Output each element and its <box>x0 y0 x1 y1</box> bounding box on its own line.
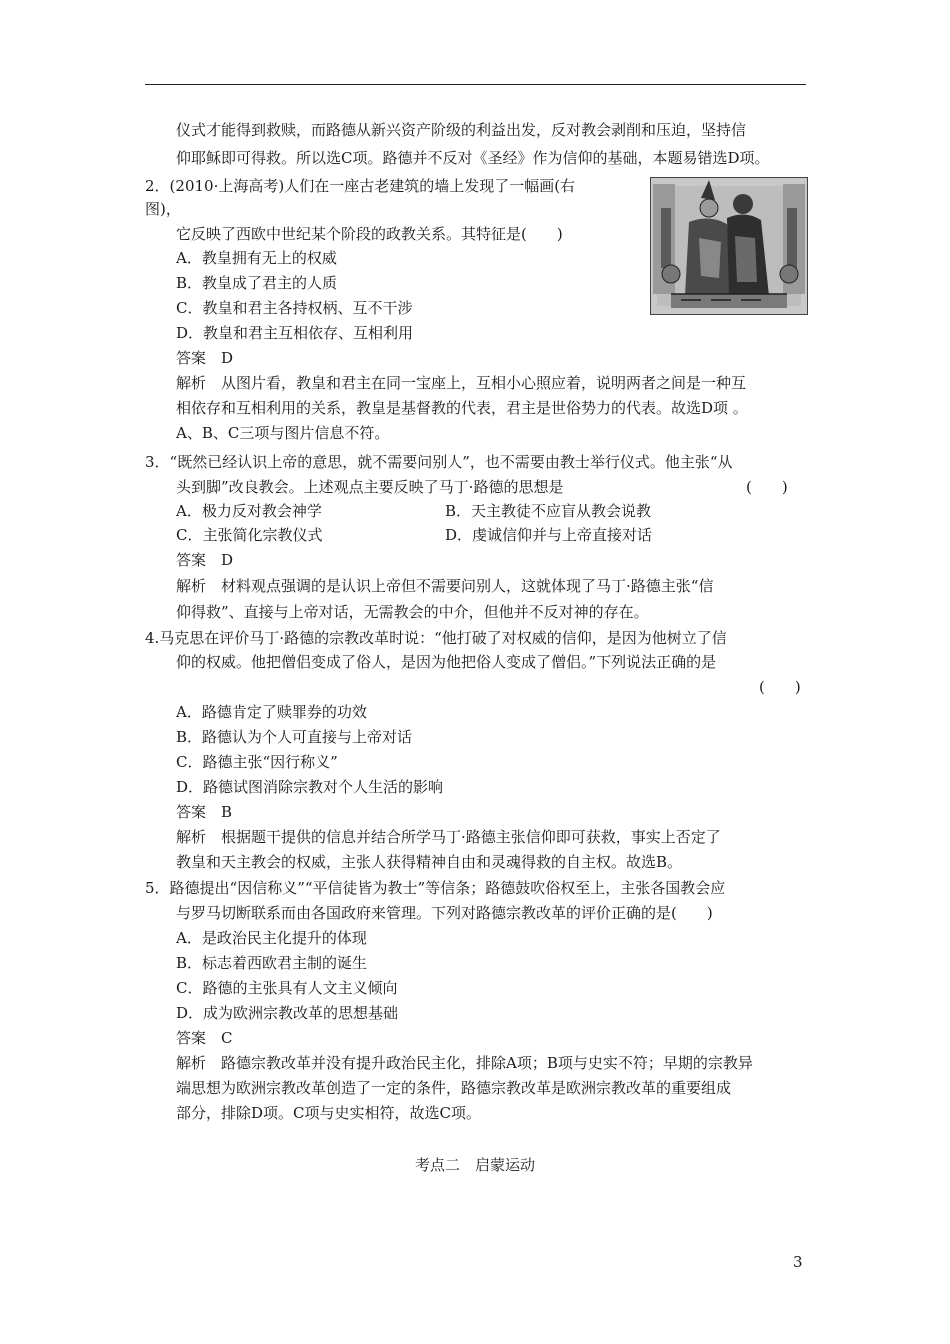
q2-option-b: B．教皇成了君主的人质 <box>176 274 338 292</box>
q2-stem-line-2: 图)， <box>145 200 181 218</box>
q5-option-d: D．成为欧洲宗教改革的思想基础 <box>176 1004 399 1022</box>
q5-option-a: A．是政治民主化提升的体现 <box>176 929 367 947</box>
q2-option-c: C．教皇和君主各持权柄、互不干涉 <box>176 299 413 317</box>
q2-analysis-line-2: 相依存和互相利用的关系，教皇是基督教的代表，君主是世俗势力的代表。故选D项 。 <box>176 399 748 417</box>
q4-option-d: D．路德试图消除宗教对个人生活的影响 <box>176 778 444 796</box>
q5-answer: 答案 C <box>176 1029 233 1047</box>
q3-analysis-line-1: 解析 材料观点强调的是认识上帝但不需要问别人，这就体现了马丁·路德主张“信 <box>176 577 714 595</box>
q4-option-c: C．路德主张“因行称义” <box>176 753 338 771</box>
q2-option-a: A．教皇拥有无上的权威 <box>176 249 337 267</box>
q3-analysis-line-2: 仰得救”、直接与上帝对话，无需教会的中介，但他并不反对神的存在。 <box>176 603 649 621</box>
q4-answer: 答案 B <box>176 803 233 821</box>
q5-stem-line-2: 与罗马切断联系而由各国政府来管理。下列对路德宗教改革的评价正确的是( ) <box>176 904 713 922</box>
page-number: 3 <box>793 1253 803 1271</box>
q5-stem-line-1: 5．路德提出“因信称义”“平信徒皆为教士”等信条；路德鼓吹俗权至上，主张各国教会应 <box>145 879 726 897</box>
q4-stem-line-1: 4.马克思在评价马丁·路德的宗教改革时说：“他打破了对权威的信仰，是因为他树立了信 <box>145 629 727 647</box>
q5-option-c: C．路德的主张具有人文主义倾向 <box>176 979 398 997</box>
q2-option-d: D．教皇和君主互相依存、互相利用 <box>176 324 414 342</box>
q5-option-b: B．标志着西欧君主制的诞生 <box>176 954 368 972</box>
continuation-line-2: 仰耶稣即可得救。所以选C项。路德并不反对《圣经》作为信仰的基础，本题易错选D项。 <box>176 149 770 167</box>
header-rule <box>145 84 806 85</box>
q3-option-a: A．极力反对教会神学 <box>176 502 322 520</box>
q4-analysis-line-1: 解析 根据题干提供的信息并结合所学马丁·路德主张信仰即可获救，事实上否定了 <box>176 828 721 846</box>
q4-option-a: A．路德肯定了赎罪券的功效 <box>176 703 367 721</box>
q3-option-c: C．主张简化宗教仪式 <box>176 526 323 544</box>
q3-stem-line-2: 头到脚”改良教会。上述观点主要反映了马丁·路德的思想是 <box>176 478 564 496</box>
q4-answer-blank: ( ) <box>759 678 801 696</box>
q2-stem-line-3: 它反映了西欧中世纪某个阶段的政教关系。其特征是( ) <box>176 225 563 243</box>
q3-stem-line-1: 3．“既然已经认识上帝的意思，就不需要问别人”，也不需要由教士举行仪式。他主张“从 <box>145 453 733 471</box>
medieval-painting-image <box>650 177 808 315</box>
q3-answer: 答案 D <box>176 551 234 569</box>
q2-analysis-line-1: 解析 从图片看，教皇和君主在同一宝座上，互相小心照应着，说明两者之间是一种互 <box>176 374 747 392</box>
section-title: 考点二 启蒙运动 <box>414 1156 535 1174</box>
q2-answer: 答案 D <box>176 349 234 367</box>
q5-analysis-line-1: 解析 路德宗教改革并没有提升政治民主化，排除A项；B项与史实不符；早期的宗教异 <box>176 1054 753 1072</box>
continuation-line-1: 仪式才能得到救赎，而路德从新兴资产阶级的利益出发，反对教会剥削和压迫，坚持信 <box>176 121 747 139</box>
q3-option-d: D．虔诚信仰并与上帝直接对话 <box>445 526 653 544</box>
q2-analysis-line-3: A、B、C三项与图片信息不符。 <box>176 424 390 442</box>
q4-analysis-line-2: 教皇和天主教会的权威，主张人获得精神自由和灵魂得救的自主权。故选B。 <box>176 853 683 871</box>
q4-stem-line-2: 仰的权威。他把僧侣变成了俗人，是因为他把俗人变成了僧侣。”下列说法正确的是 <box>176 653 717 671</box>
q4-option-b: B．路德认为个人可直接与上帝对话 <box>176 728 413 746</box>
q5-analysis-line-3: 部分，排除D项。C项与史实相符，故选C项。 <box>176 1104 481 1122</box>
q5-analysis-line-2: 端思想为欧洲宗教改革创造了一定的条件，路德宗教改革是欧洲宗教改革的重要组成 <box>176 1079 732 1097</box>
q3-answer-blank: ( ) <box>746 478 788 496</box>
q2-stem-line-1: 2．(2010·上海高考)人们在一座古老建筑的墙上发现了一幅画(右 <box>145 177 576 195</box>
q3-option-b: B．天主教徒不应盲从教会说教 <box>445 502 652 520</box>
